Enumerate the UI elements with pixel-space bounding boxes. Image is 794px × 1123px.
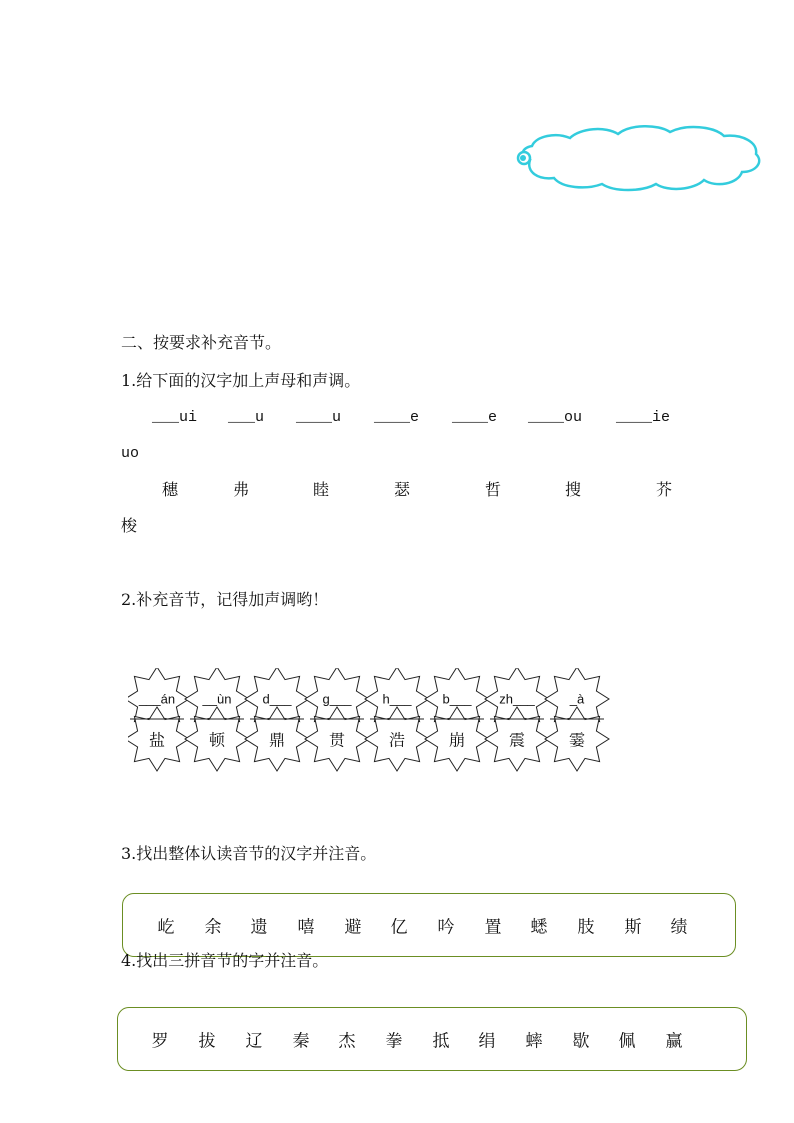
hanzi: 遗 <box>250 917 268 938</box>
hanzi: 秦 <box>292 1031 310 1052</box>
star-pinyin: g___ <box>322 691 352 707</box>
hanzi: 辽 <box>245 1031 263 1052</box>
hanzi: 蟋 <box>530 917 548 938</box>
hanzi: 蟀 <box>525 1031 543 1052</box>
star-hanzi: 浩 <box>388 730 406 750</box>
q4-prompt: 4.找出三拼音节的字并注音。 <box>121 951 329 970</box>
pinyin-blank: ____u <box>296 409 342 426</box>
star-pinyin: zh___ <box>499 691 535 707</box>
q1-pinyin-row <box>0 409 794 429</box>
star-hanzi: 崩 <box>448 730 466 750</box>
hanzi: 弗 <box>233 480 250 499</box>
hanzi: 余 <box>204 917 222 938</box>
hanzi: 拔 <box>198 1031 216 1052</box>
q3-prompt: 3.找出整体认读音节的汉字并注音。 <box>121 844 377 863</box>
hanzi: 置 <box>484 917 502 938</box>
hanzi: 绢 <box>478 1031 496 1052</box>
star-pinyin: _à <box>569 691 585 707</box>
hanzi: 嘻 <box>297 917 315 938</box>
hanzi: 佩 <box>618 1031 636 1052</box>
star-shapes <box>128 668 612 772</box>
hanzi: 屹 <box>157 917 175 938</box>
hanzi: 哲 <box>485 480 502 499</box>
star-hanzi: 贯 <box>328 730 346 750</box>
q3-char-box <box>122 893 736 957</box>
pinyin-blank: ____e <box>374 409 420 426</box>
hanzi: 拳 <box>385 1031 403 1052</box>
hanzi: 歇 <box>572 1031 590 1052</box>
star-pinyin: ___án <box>138 691 176 707</box>
hanzi: 亿 <box>390 917 408 938</box>
star-pinyin: b___ <box>442 691 472 707</box>
hanzi: 吟 <box>437 917 455 938</box>
hanzi: 罗 <box>151 1031 169 1052</box>
q2-prompt: 2.补充音节，记得加声调哟！ <box>121 590 329 609</box>
hanzi-wrap: 梭 <box>121 516 138 535</box>
hanzi: 避 <box>344 917 362 938</box>
q1-prompt: 1.给下面的汉字加上声母和声调。 <box>121 371 361 390</box>
hanzi: 斯 <box>624 917 642 938</box>
hanzi: 芥 <box>656 480 673 499</box>
hanzi: 赢 <box>665 1031 683 1052</box>
star-hanzi: 鼎 <box>268 730 286 750</box>
star-pinyin: __ùn <box>202 691 232 707</box>
hanzi: 肢 <box>577 917 595 938</box>
pinyin-blank: ___ui <box>152 409 198 426</box>
pinyin-blank: ____ou <box>528 409 583 426</box>
cloud-shape <box>510 122 766 194</box>
hanzi: 穗 <box>162 480 179 499</box>
star-hanzi: 顿 <box>208 730 226 750</box>
section-title: 二、按要求补充音节。 <box>121 333 282 352</box>
hanzi: 绩 <box>670 917 688 938</box>
q4-char-box <box>117 1007 747 1071</box>
star-hanzi: 盐 <box>148 730 166 750</box>
hanzi: 杰 <box>338 1031 356 1052</box>
star-puzzle-row <box>128 668 612 772</box>
star-pinyin: h___ <box>382 691 412 707</box>
pinyin-blank: ___u <box>228 409 265 426</box>
pinyin-blank: ____ie <box>616 409 671 426</box>
pinyin-blank: ____e <box>452 409 498 426</box>
star-pinyin: d___ <box>262 691 292 707</box>
hanzi: 搜 <box>565 480 582 499</box>
q1-char-row <box>0 480 794 500</box>
pinyin-wrap: uo <box>121 445 140 462</box>
star-hanzi: 震 <box>508 730 526 750</box>
star-hanzi: 霎 <box>568 730 586 750</box>
hanzi: 瑟 <box>394 480 411 499</box>
hanzi: 抵 <box>432 1031 450 1052</box>
hanzi: 睦 <box>313 480 330 499</box>
